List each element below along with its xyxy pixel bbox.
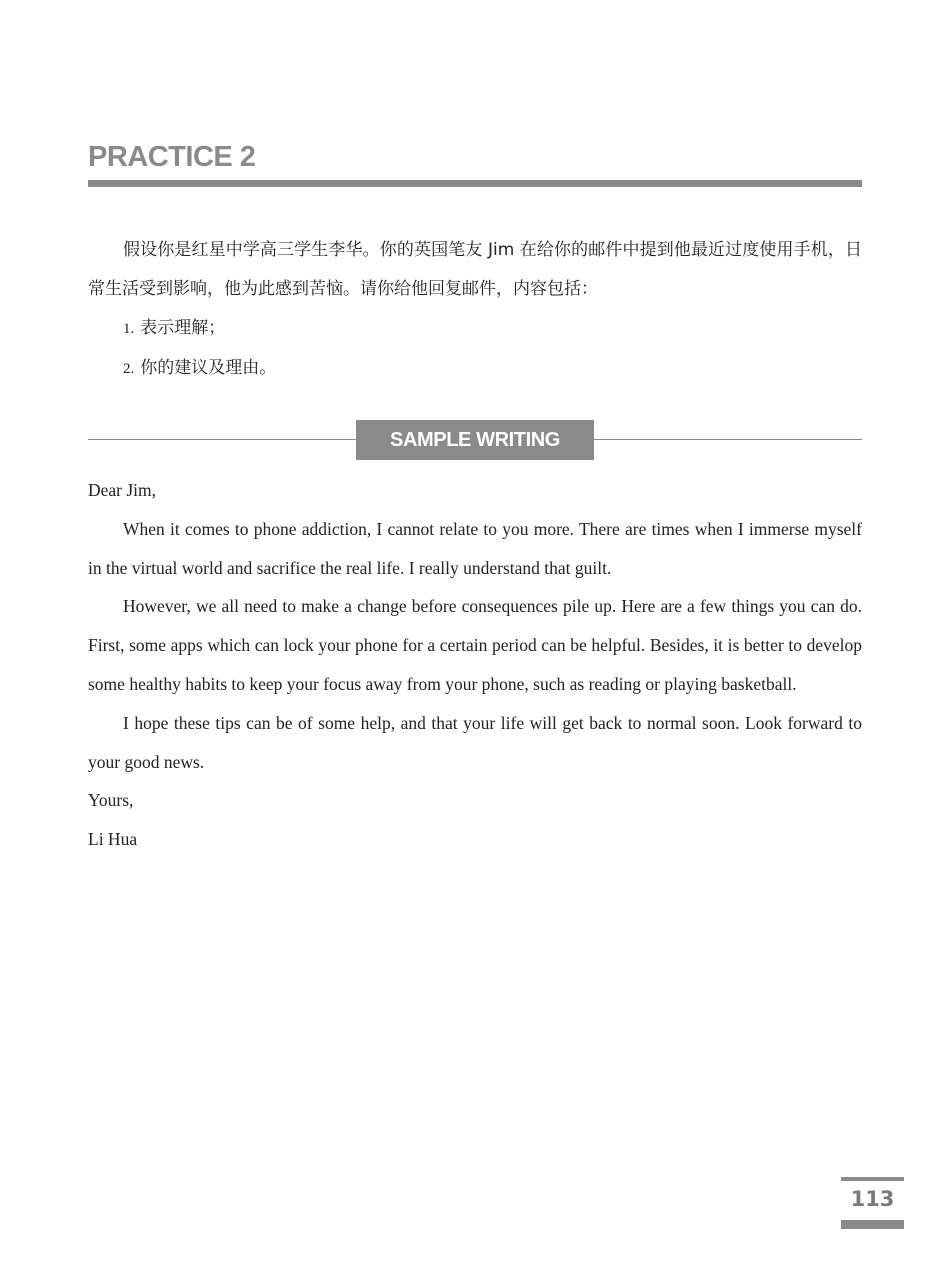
- requirement-text: 你的建议及理由。: [140, 358, 277, 378]
- task-prompt: 假设你是红星中学高三学生李华。你的英国笔友 Jim 在给你的邮件中提到他最近过度使用手机，日常生活受到影响，他为此感到苦恼。请你给他回复邮件，内容包括：: [88, 240, 862, 299]
- requirement-number: 1.: [123, 321, 135, 337]
- task-section: [88, 231, 862, 389]
- letter-signature: Li Hua: [88, 829, 138, 850]
- practice-title: PRACTICE 2: [88, 141, 256, 173]
- requirement-item: [88, 349, 862, 389]
- requirement-text: 表示理解；: [140, 318, 226, 338]
- requirement-number: 2.: [123, 361, 135, 377]
- letter-closing: Yours,: [88, 790, 134, 811]
- letter-paragraph: I hope these tips can be of some help, and that your life will get back to normal soon. Look forward to your good news.: [88, 712, 862, 772]
- page-number-bottom-rule: [841, 1220, 904, 1229]
- requirement-item: [88, 309, 862, 349]
- page-number: 113: [850, 1187, 895, 1211]
- title-rule: [88, 180, 862, 187]
- letter-salutation: Dear Jim,: [88, 480, 157, 500]
- letter-paragraph: However, we all need to make a change before consequences pile up. Here are a few things you can do. First, some apps which can lock your phone for a certain period can be helpful. Besides, it is better to develop some healthy habits to keep your focus away from your phone, such as reading or playing basketball.: [88, 596, 862, 694]
- sample-writing-label: SAMPLE WRITING: [356, 420, 594, 460]
- sample-letter: [88, 471, 862, 859]
- page-number-top-rule: [841, 1177, 904, 1181]
- letter-paragraph: When it comes to phone addiction, I cannot relate to you more. There are times when I immerse myself in the virtual world and sacrifice the real life. I really understand that guilt.: [88, 518, 862, 578]
